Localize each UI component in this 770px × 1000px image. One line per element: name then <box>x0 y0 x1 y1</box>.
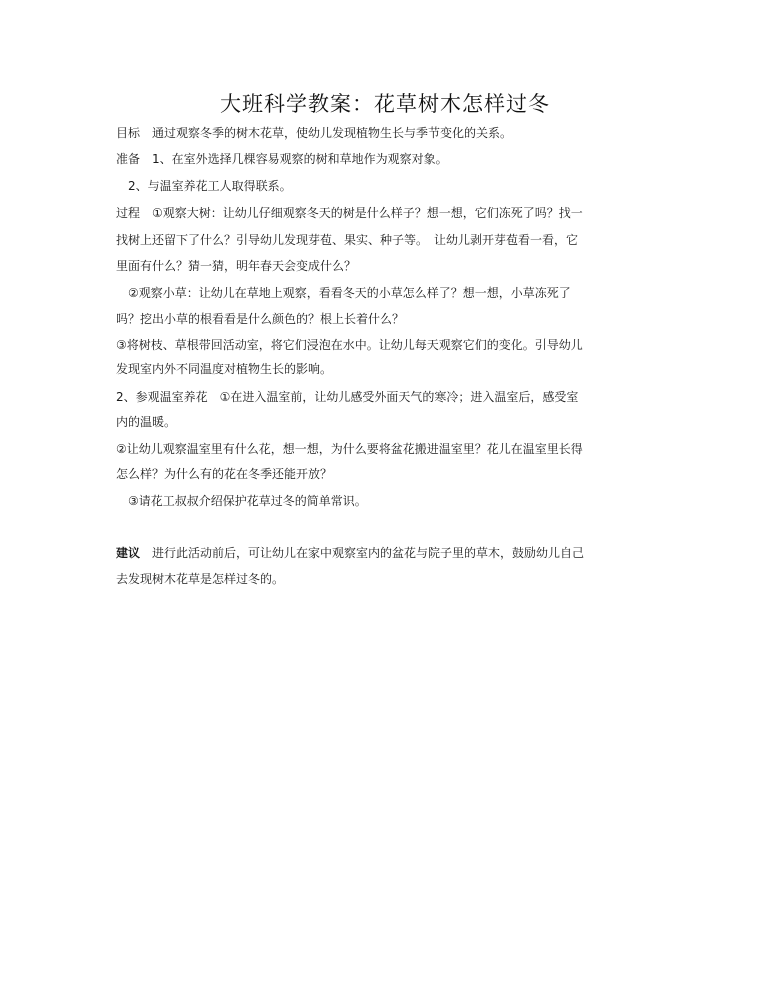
greenhouse-line-1: 2、参观温室养花 ①在进入温室前，让幼儿感受外面天气的寒冷；进入温室后，感受室 <box>116 390 579 404</box>
process-line-4: ②观察小草：让幼儿在草地上观察，看看冬天的小草怎么样了？想一想，小草冻死了 <box>116 286 571 300</box>
greenhouse-line-4: 怎么样？为什么有的花在冬季还能开放？ <box>116 467 333 481</box>
greenhouse-line-2: 内的温暖。 <box>116 415 177 429</box>
suggestion-text: 进行此活动前后，可让幼儿在家中观察室内的盆花与院子里的草木，鼓励幼儿自己 <box>140 546 585 560</box>
suggestion-line-2: 去发现树木花草是怎样过冬的。 <box>116 572 285 586</box>
greenhouse-line-3: ②让幼儿观察温室里有什么花，想一想，为什么要将盆花搬进温室里？花儿在温室里长得 <box>116 442 583 456</box>
goal-line: 目标 通过观察冬季的树木花草，使幼儿发现植物生长与季节变化的关系。 <box>116 126 513 140</box>
suggestion-label: 建议 <box>116 546 141 560</box>
document-title: 大班科学教案：花草树木怎样过冬 <box>220 92 550 116</box>
process-line-3: 里面有什么？猜一猜，明年春天会变成什么？ <box>116 259 357 273</box>
process-line-2: 找树上还留下了什么？引导幼儿发现芽苞、果实、种子等。 让幼儿剥开芽苞看一看，它 <box>116 233 579 247</box>
process-line-1: 过程 ①观察大树：让幼儿仔细观察冬天的树是什么样子？想一想，它们冻死了吗？找一 <box>116 206 583 220</box>
suggestion-line-1 <box>116 544 666 562</box>
preparation-line-2: 2、与温室养花工人取得联系。 <box>116 179 292 193</box>
preparation-line-1: 准备 1、在室外选择几棵容易观察的树和草地作为观察对象。 <box>116 152 448 166</box>
greenhouse-line-5: ③请花工叔叔介绍保护花草过冬的简单常识。 <box>116 494 367 508</box>
process-line-5: 吗？挖出小草的根看看是什么颜色的？根上长着什么？ <box>116 312 405 326</box>
process-line-6: ③将树枝、草根带回活动室，将它们浸泡在水中。让幼儿每天观察它们的变化。引导幼儿 <box>116 338 583 352</box>
process-line-7: 发现室内外不同温度对植物生长的影响。 <box>116 362 333 376</box>
